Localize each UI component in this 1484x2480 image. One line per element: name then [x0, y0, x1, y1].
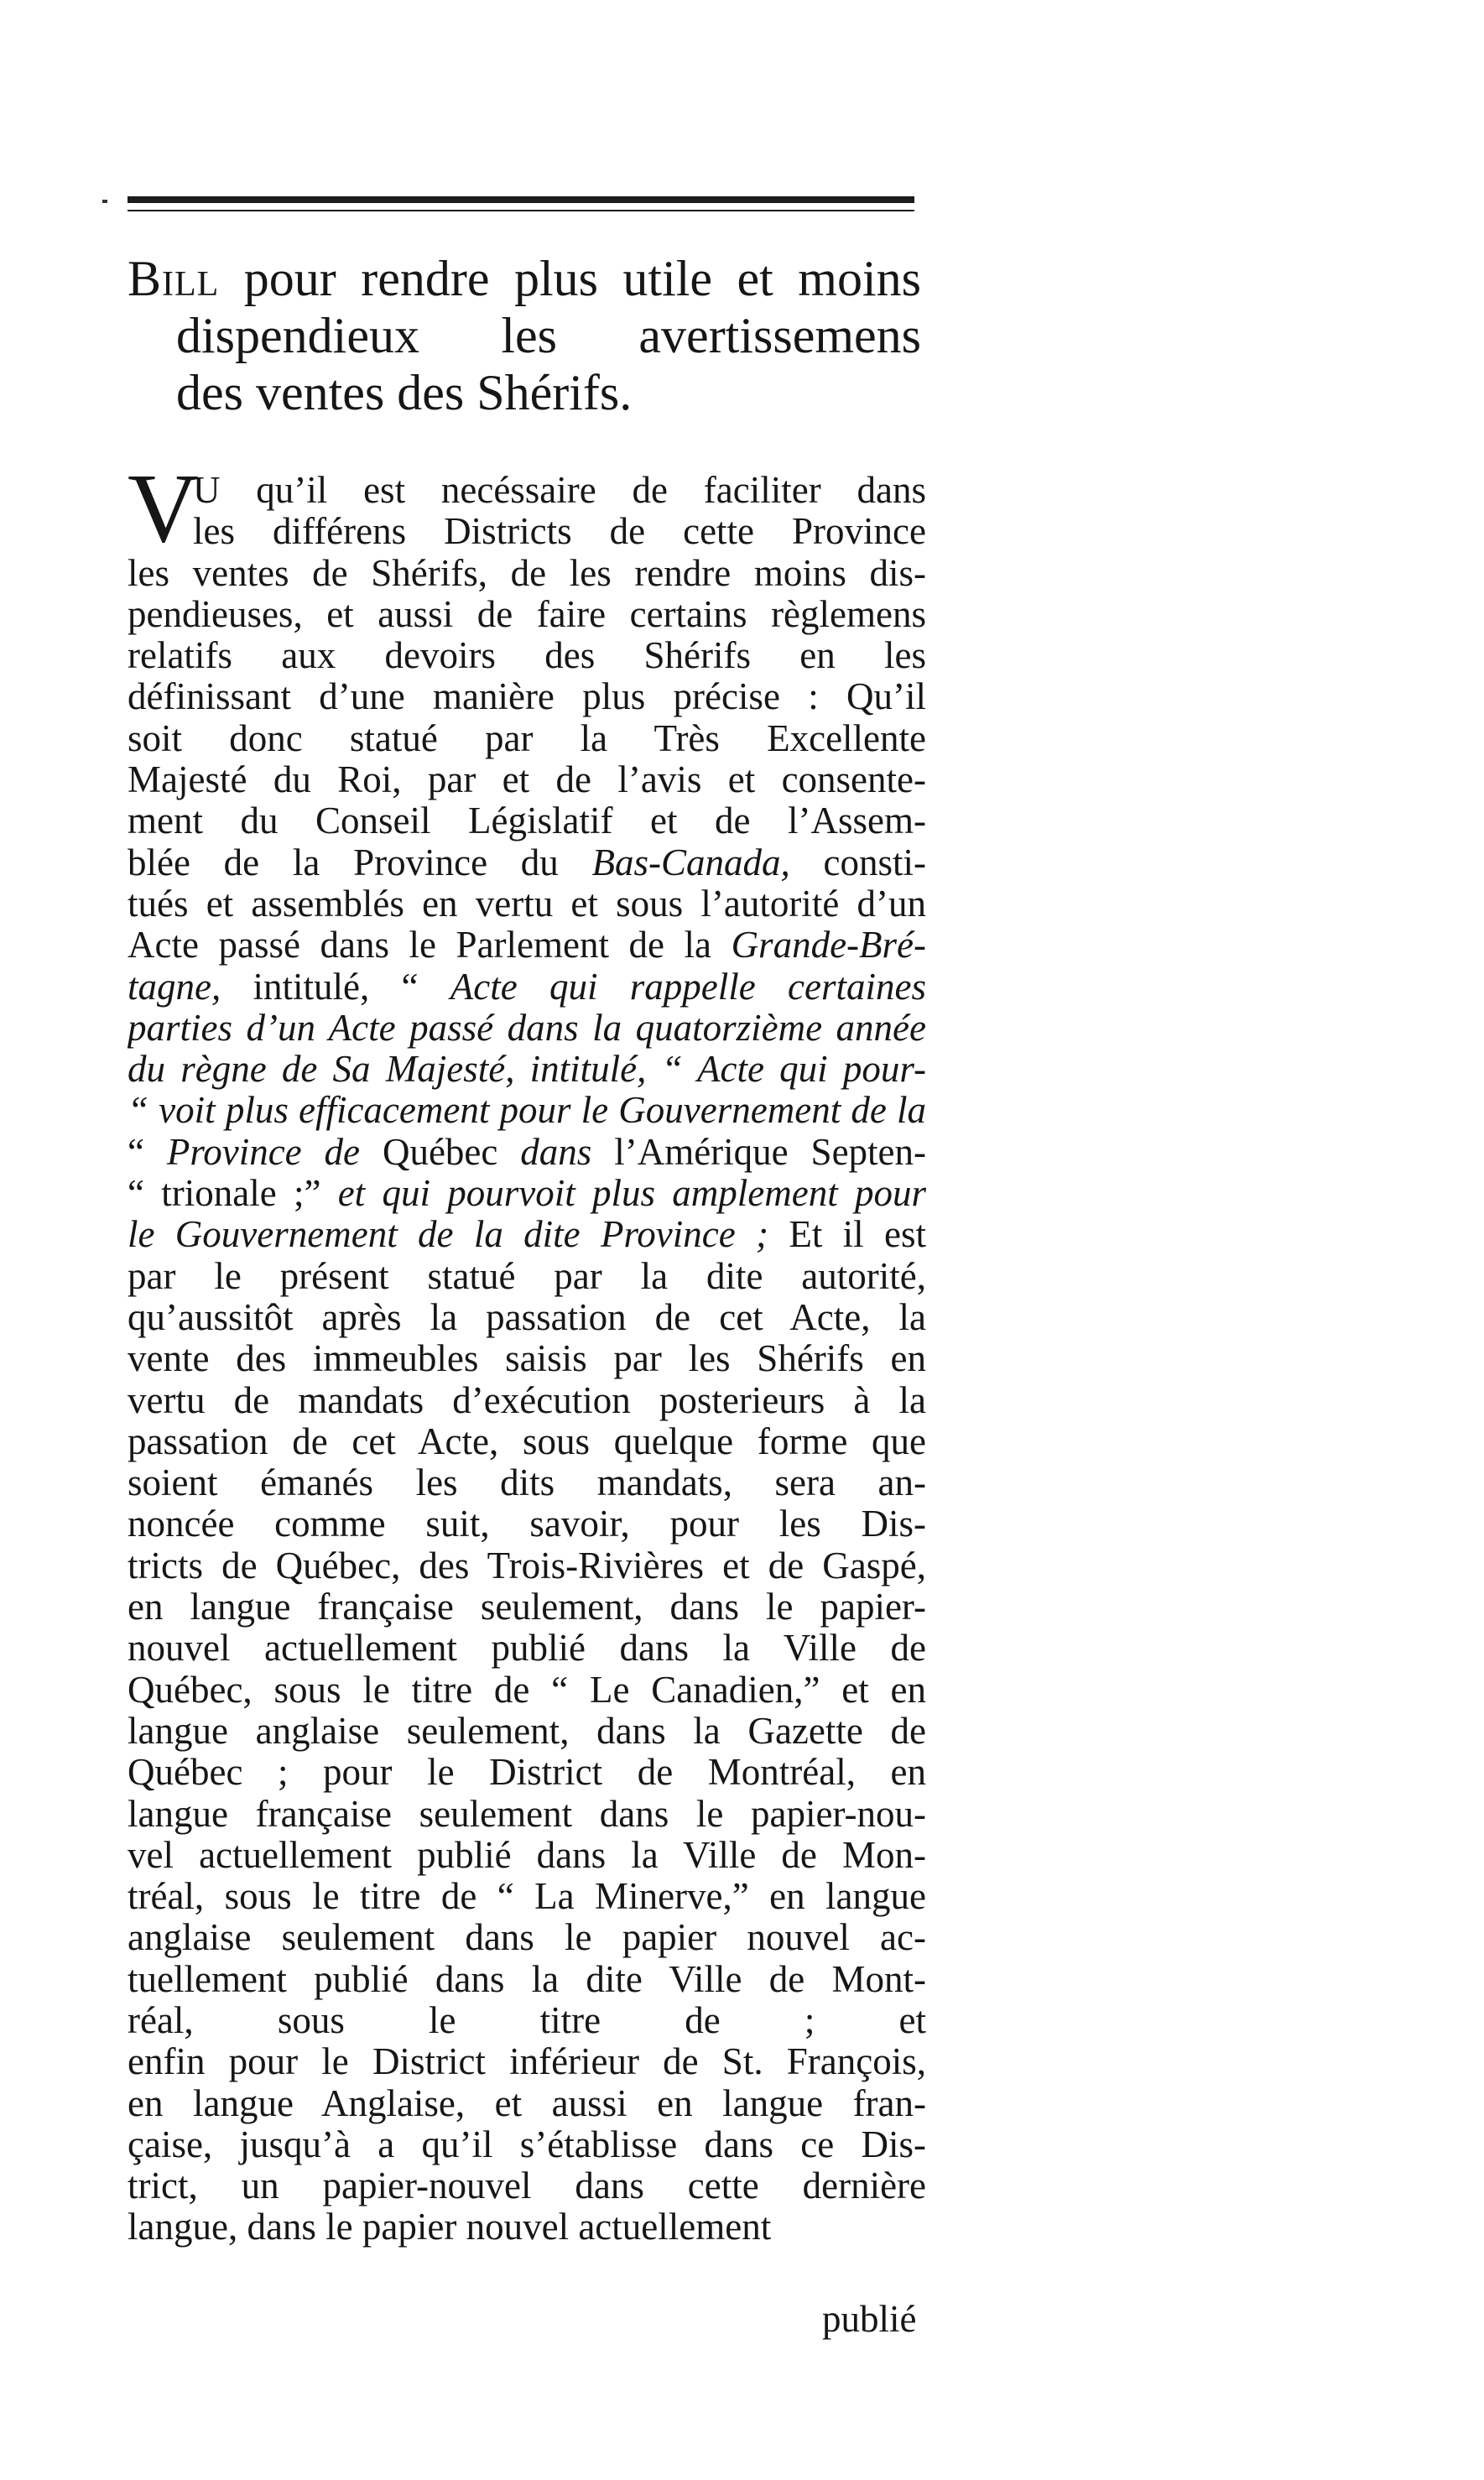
- text-line: [128, 1752, 926, 1793]
- text-segment: nouvel actuellement publié dans la Ville de: [128, 1628, 926, 1670]
- text-segment: ment du Conseil Législatif et de l’Assem-: [128, 800, 926, 842]
- italic-text-segment: Province de: [166, 1131, 361, 1173]
- text-segment: tricts de Québec, des Trois-Rivières et de Gaspé,: [128, 1545, 926, 1586]
- text-line: [128, 1670, 926, 1711]
- text-line: [128, 2124, 926, 2165]
- title-line-1-rest: pour rendre plus utile et moins: [243, 251, 921, 306]
- text-segment: Québec, sous le titre de “ Le Canadien,” et en: [128, 1669, 926, 1711]
- text-segment: définissant d’une manière plus précise : Qu’il: [128, 676, 926, 718]
- text-segment: vente des immeubles saisis par les Shérifs en: [128, 1338, 926, 1380]
- text-segment: pendieuses, et aussi de faire certains règlemens: [128, 593, 926, 635]
- text-segment: langue anglaise seulement, dans la Gazette de: [128, 1710, 926, 1752]
- italic-text-segment: Bas-Canada,: [591, 841, 790, 883]
- text-line: [128, 1256, 926, 1297]
- text-line: [128, 2165, 926, 2206]
- text-line: [128, 1835, 926, 1876]
- text-segment: réal, sous le titre de ; et: [128, 1999, 926, 2041]
- text-segment: “: [128, 1131, 167, 1173]
- text-segment: les ventes de Shérifs, de les rendre moins dis-: [128, 552, 926, 594]
- text-segment: enfin pour le District inférieur de St. François,: [128, 2041, 926, 2083]
- text-line: [128, 1214, 926, 1255]
- text-line: [128, 883, 926, 925]
- text-line: [128, 1462, 926, 1503]
- text-segment: çaise, jusqu’à a qu’il s’établisse dans ce Dis-: [128, 2123, 926, 2165]
- text-line: [128, 1917, 926, 1958]
- text-line: [128, 2000, 926, 2041]
- text-segment: trict, un papier-nouvel dans cette dernière: [128, 2165, 926, 2207]
- text-segment: Acte passé dans le Parlement de la: [128, 925, 732, 966]
- text-line: [128, 1545, 926, 1586]
- text-line: [128, 2041, 926, 2082]
- title-line-2: dispendieux les avertissemens: [176, 308, 921, 363]
- text-line: [128, 1586, 926, 1628]
- text-segment: par le présent statué par la dite autorité,: [128, 1255, 926, 1297]
- title-line-1: [128, 250, 921, 307]
- text-line: [128, 1380, 926, 1421]
- text-line: [128, 1132, 926, 1173]
- text-line: [128, 1503, 926, 1545]
- text-line: [128, 635, 926, 676]
- text-segment: blée de la Province du: [128, 841, 592, 883]
- text-segment: les différens Districts de cette Province: [193, 511, 926, 553]
- text-line: [128, 1008, 926, 1049]
- italic-text-segment: le Gouvernement de la dite Province ;: [128, 1214, 769, 1256]
- text-line: [128, 1338, 926, 1379]
- text-line: [128, 842, 926, 883]
- italic-text-segment: Acte qui rappelle certaines: [450, 966, 926, 1008]
- text-segment: tuellement publié dans la dite Ville de Mont-: [128, 1958, 926, 2000]
- italic-text-segment: “ voit plus efficacement pour le Gouvernement de la: [128, 1090, 926, 1132]
- text-line: [128, 1876, 926, 1917]
- top-rule-thin: [128, 210, 914, 211]
- text-segment: “ trionale ;”: [128, 1173, 338, 1215]
- drop-cap: V: [128, 453, 200, 563]
- catchword: publié: [822, 2298, 917, 2340]
- text-line: [128, 2083, 926, 2124]
- top-rule-thick: [128, 196, 914, 203]
- text-segment: tués et assemblés en vertu et sous l’autorité d’un: [128, 883, 926, 925]
- text-line: [128, 800, 926, 841]
- text-segment: intitulé, “: [221, 966, 450, 1008]
- text-line: [128, 1090, 926, 1131]
- text-line: [128, 1794, 926, 1835]
- text-line: [128, 1711, 926, 1752]
- text-line: [128, 759, 926, 800]
- italic-text-segment: dans: [520, 1131, 592, 1173]
- text-line: [128, 925, 926, 966]
- text-segment: soient émanés les dits mandats, sera an-: [128, 1462, 926, 1504]
- text-segment: en langue Anglaise, et aussi en langue fran-: [128, 2082, 926, 2124]
- italic-text-segment: du règne de Sa Majesté, intitulé, “ Acte qui pour-: [128, 1049, 926, 1091]
- text-segment: relatifs aux devoirs des Shérifs en les: [128, 635, 926, 677]
- text-line: [128, 1959, 926, 2000]
- text-line: [128, 1049, 926, 1090]
- text-line: [128, 2206, 926, 2248]
- text-segment: l’Amérique Septen-: [591, 1131, 926, 1173]
- title-smallcaps-word: Bill: [128, 251, 220, 306]
- text-segment: langue française seulement dans le papier-nou-: [128, 1793, 926, 1835]
- text-segment: noncée comme suit, savoir, pour les Dis-: [128, 1503, 926, 1545]
- text-line: [128, 1628, 926, 1669]
- text-segment: vertu de mandats d’exécution posterieurs à la: [128, 1379, 926, 1421]
- italic-text-segment: et qui pourvoit plus amplement pour: [337, 1173, 926, 1215]
- text-line: [128, 594, 926, 635]
- italic-text-segment: tagne,: [128, 966, 221, 1008]
- text-segment: Majesté du Roi, par et de l’avis et consente-: [128, 759, 926, 801]
- text-segment: U qu’il est necéssaire de faciliter dans: [193, 470, 926, 511]
- text-line: [128, 966, 926, 1008]
- text-line: [128, 1421, 926, 1462]
- text-line: [128, 718, 926, 759]
- bill-body-text: [128, 470, 926, 2248]
- text-segment: qu’aussitôt après la passation de cet Acte, la: [128, 1296, 926, 1338]
- text-line: [128, 676, 926, 717]
- text-line: [128, 553, 926, 594]
- text-line: [128, 470, 926, 511]
- text-segment: tréal, sous le titre de “ La Minerve,” en langue: [128, 1876, 926, 1918]
- bill-title: [128, 250, 921, 421]
- text-segment: en langue française seulement, dans le papier-: [128, 1586, 926, 1628]
- text-segment: Et il est: [768, 1214, 926, 1256]
- text-line: [128, 1297, 926, 1338]
- text-segment: consti-: [789, 841, 926, 883]
- text-segment: Québec: [360, 1131, 521, 1173]
- title-line-3: des ventes des Shérifs.: [176, 365, 633, 420]
- italic-text-segment: Grande-Bré-: [731, 925, 926, 966]
- text-segment: langue, dans le papier nouvel actuellement: [128, 2206, 772, 2248]
- text-segment: soit donc statué par la Très Excellente: [128, 717, 926, 759]
- text-line: [128, 1173, 926, 1214]
- italic-text-segment: parties d’un Acte passé dans la quatorzième année: [128, 1007, 926, 1049]
- text-segment: vel actuellement publié dans la Ville de Mon-: [128, 1834, 926, 1876]
- text-segment: Québec ; pour le District de Montréal, en: [128, 1752, 926, 1794]
- text-line: [128, 511, 926, 552]
- rule-mark: [102, 200, 107, 203]
- text-segment: anglaise seulement dans le papier nouvel ac-: [128, 1917, 926, 1959]
- text-segment: passation de cet Acte, sous quelque forme que: [128, 1420, 926, 1462]
